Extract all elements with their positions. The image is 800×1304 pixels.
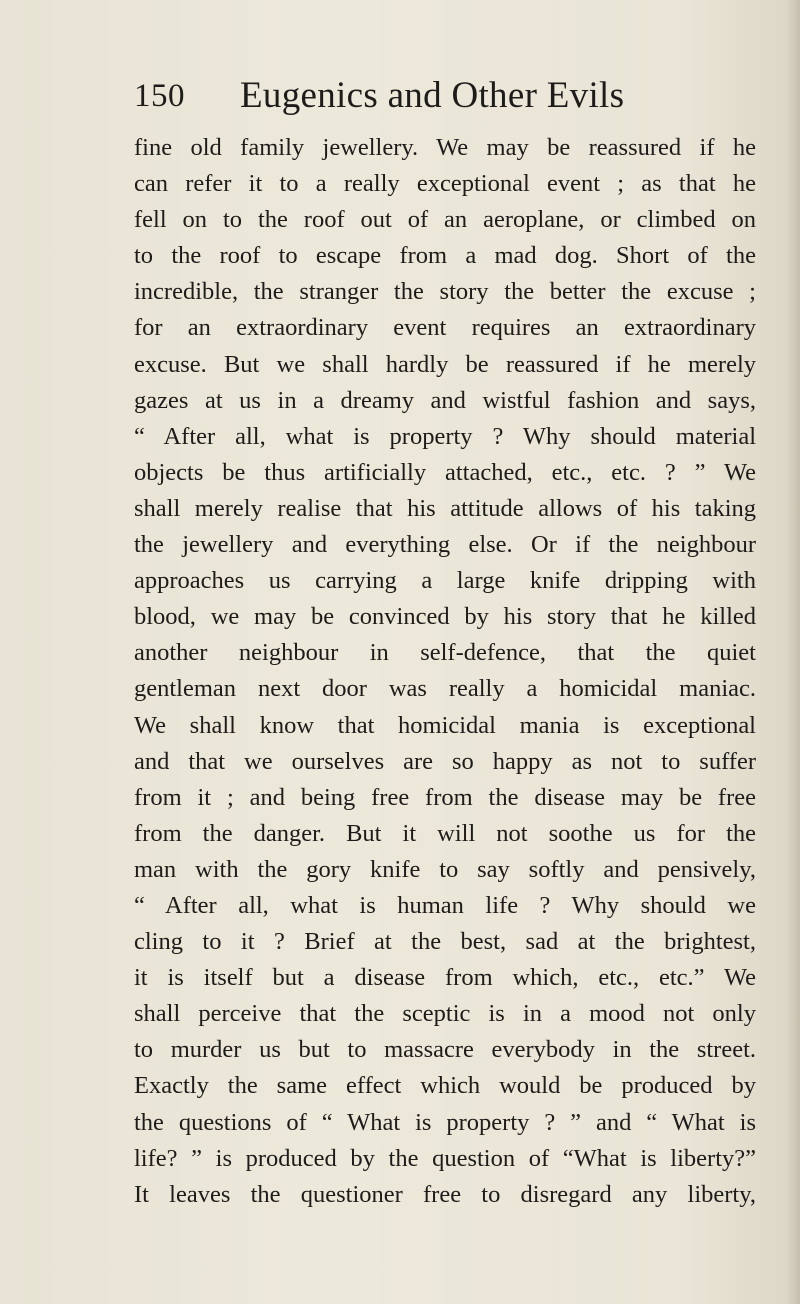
text-line: Exactly the same effect which would be produced by	[134, 1072, 756, 1100]
text-line: “ After all, what is human life ? Why should we	[134, 891, 756, 919]
text-line: man with the gory knife to say softly and pensively,	[134, 855, 756, 883]
text-line: it is itself but a disease from which, etc., etc.” We	[134, 964, 756, 992]
text-line: It leaves the questioner free to disregard any liberty,	[134, 1180, 756, 1208]
text-line: approaches us carrying a large knife dripping with	[134, 567, 756, 595]
text-line: from it ; and being free from the disease may be free	[134, 783, 756, 811]
page-number: 150	[134, 78, 185, 114]
text-line: fine old family jewellery. We may be reassured if he	[134, 134, 756, 161]
text-line: fell on to the roof out of an aeroplane, or climbed on	[134, 206, 756, 234]
text-line: life? ” is produced by the question of “What is liberty?”	[134, 1144, 756, 1172]
body-text	[134, 130, 756, 1213]
text-line: from the danger. But it will not soothe us for the	[134, 819, 756, 847]
text-line: gentleman next door was really a homicidal maniac.	[134, 675, 756, 703]
text-line: the jewellery and everything else. Or if the neighbour	[134, 531, 756, 559]
text-line: can refer it to a really exceptional event ; as that he	[134, 170, 756, 198]
text-line: excuse. But we shall hardly be reassured if he merely	[134, 350, 756, 378]
text-line: objects be thus artificially attached, etc., etc. ? ” We	[134, 458, 756, 486]
text-line: to the roof to escape from a mad dog. Short of the	[134, 242, 756, 270]
text-line: cling to it ? Brief at the best, sad at the brightest,	[134, 928, 756, 956]
text-line: gazes at us in a dreamy and wistful fashion and says,	[134, 386, 756, 414]
text-line: for an extraordinary event requires an extraordinary	[134, 314, 756, 342]
text-line: shall perceive that the sceptic is in a mood not only	[134, 1000, 756, 1028]
page-edge-shadow	[786, 0, 800, 1304]
running-title: Eugenics and Other Evils	[240, 75, 625, 116]
text-line: to murder us but to massacre everybody in the street.	[134, 1036, 756, 1064]
text-line: the questions of “ What is property ? ” and “ What is	[134, 1108, 756, 1136]
text-line: blood, we may be convinced by his story that he killed	[134, 603, 756, 631]
running-header	[134, 74, 774, 124]
text-line: incredible, the stranger the story the better the excuse ;	[134, 278, 756, 306]
text-line: We shall know that homicidal mania is exceptional	[134, 711, 756, 739]
text-line: another neighbour in self-defence, that the quiet	[134, 639, 756, 667]
text-line: “ After all, what is property ? Why should material	[134, 422, 756, 450]
text-line: shall merely realise that his attitude allows of his taking	[134, 494, 756, 522]
text-line: and that we ourselves are so happy as not to suffer	[134, 747, 756, 775]
